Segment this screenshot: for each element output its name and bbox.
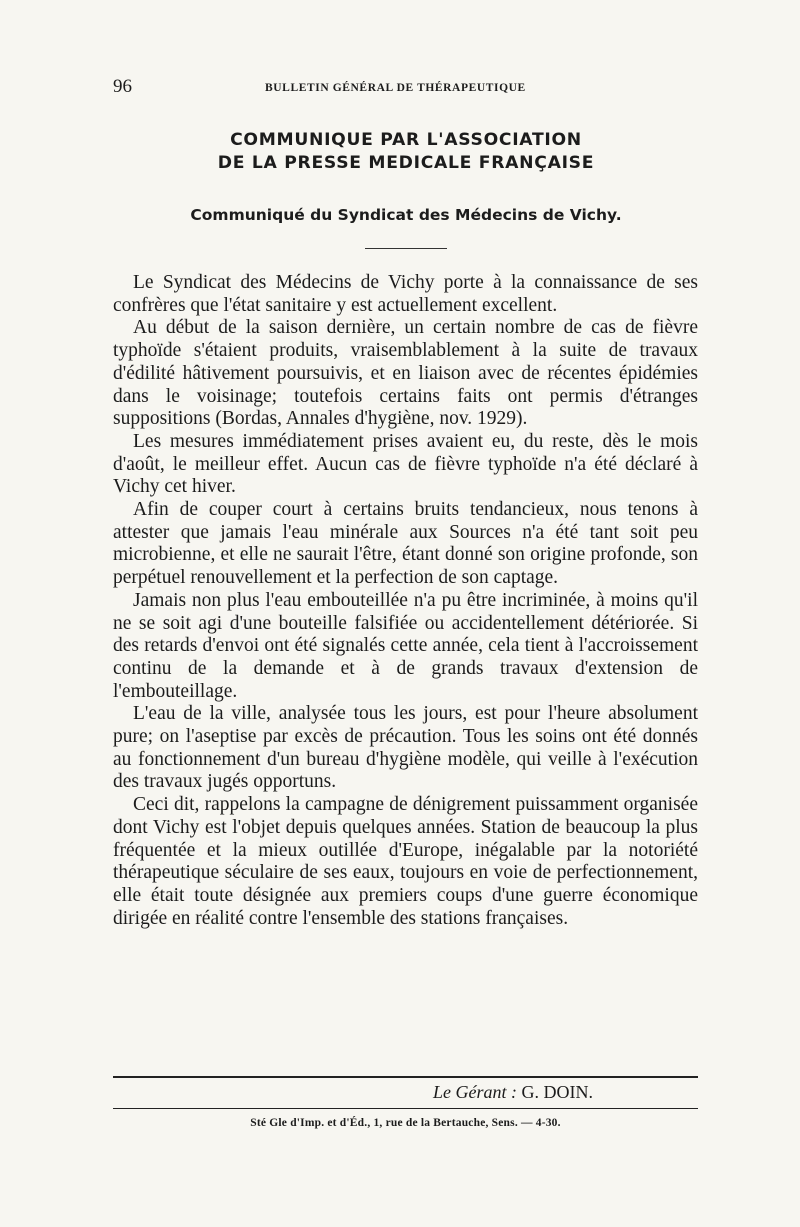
article-body [113, 272, 698, 930]
article-title-line-1: COMMUNIQUE PAR L'ASSOCIATION [230, 130, 582, 150]
running-header: BULLETIN GÉNÉRAL DE THÉRAPEUTIQUE [265, 82, 526, 94]
signature-rule-top [113, 1076, 698, 1078]
paragraph: Le Syndicat des Médecins de Vichy porte à la connaissance de ses confrères que l'état sanitaire y est actuellement excellent. [113, 272, 698, 316]
signature-label: Le Gérant : [433, 1082, 517, 1102]
signature-rule-bottom [113, 1108, 698, 1109]
paragraph: Au début de la saison dernière, un certain nombre de cas de fièvre typhoïde s'étaient produits, vraisemblablement à la suite de travaux d'édilité hâtivement poursuivis, et en liaison avec de récentes épidémies dans le voisinage; toutefois certains faits ont permis d'étranges suppositions (Bordas, Annales d'hygiène, nov. 1929). [113, 317, 698, 430]
paragraph: Afin de couper court à certains bruits tendancieux, nous tenons à attester que jamais l'eau minérale aux Sources n'a été tant soit peu microbienne, et elle ne saurait l'être, étant donné son origine profonde, son perpétuel renouvellement et la perfection de son captage. [113, 499, 698, 589]
page-number: 96 [113, 76, 132, 97]
article-title-line-2: DE LA PRESSE MEDICALE FRANÇAISE [217, 153, 595, 173]
article-title [110, 129, 702, 175]
paragraph: Ceci dit, rappelons la campagne de dénigrement puissamment organisée dont Vichy est l'objet depuis quelques années. Station de beaucoup la plus fréquentée et la mieux outillée d'Europe, inégalable par la notoriété thérapeutique séculaire de ses eaux, toujours en voie de perfectionnement, elle était toute désignée aux premiers coups d'une guerre économique dirigée en réalité contre l'ensemble des stations françaises. [113, 794, 698, 929]
signature [433, 1082, 593, 1103]
article-subtitle: Communiqué du Syndicat des Médecins de Vichy. [190, 206, 622, 224]
signature-name: G. DOIN. [521, 1082, 593, 1102]
paragraph: Les mesures immédiatement prises avaient eu, du reste, dès le mois d'août, le meilleur effet. Aucun cas de fièvre typhoïde n'a été déclaré à Vichy cet hiver. [113, 430, 698, 498]
printer-imprint: Sté Gle d'Imp. et d'Éd., 1, rue de la Bertauche, Sens. — 4-30. [250, 1117, 561, 1129]
paragraph: L'eau de la ville, analysée tous les jours, est pour l'heure absolument pure; on l'aseptise par excès de précaution. Tous les soins ont été donnés au fonctionnement d'un bureau d'hygiène modèle, qui veille à l'exécution des travaux jugés opportuns. [113, 703, 698, 793]
paragraph: Jamais non plus l'eau embouteillée n'a pu être incriminée, à moins qu'il ne se soit agi d'une bouteille falsifiée ou accidentellement détériorée. Si des retards d'envoi ont été signalés cette année, cela tient à l'accroissement continu de la demande et à de grands travaux d'extension de l'embouteillage. [113, 589, 698, 702]
section-divider [365, 248, 447, 249]
